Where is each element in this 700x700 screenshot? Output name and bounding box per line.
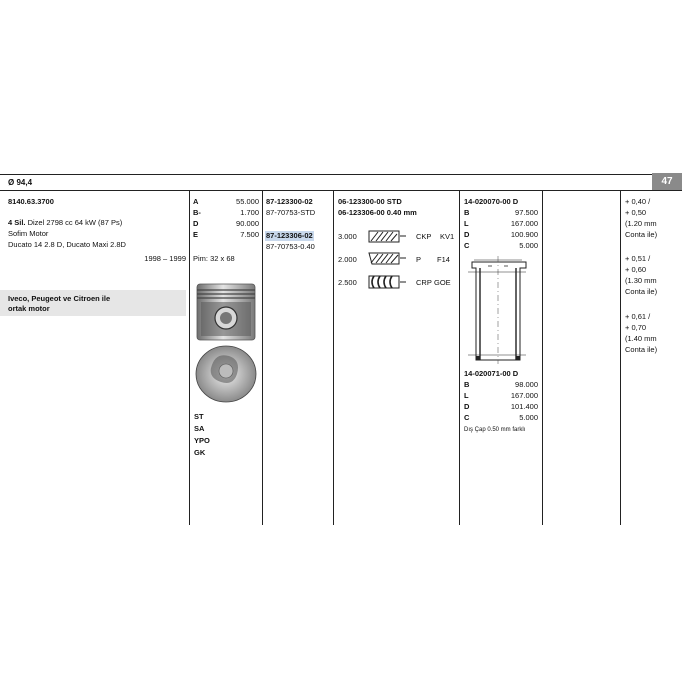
ring-size: 2.500 xyxy=(338,278,357,287)
compression-ring-icon xyxy=(366,229,408,245)
dim-key: L xyxy=(464,391,469,400)
ring-size: 2.000 xyxy=(338,255,357,264)
oversize-line: + 0,50 xyxy=(625,208,647,217)
column-divider xyxy=(542,190,543,525)
column-divider xyxy=(333,190,334,525)
column-divider xyxy=(189,190,190,525)
dim-key: D xyxy=(193,219,199,228)
dim-value: 98.000 xyxy=(515,380,538,389)
dim-value: 5.000 xyxy=(519,241,538,250)
piston-code: SA xyxy=(194,424,205,433)
dim-key: D xyxy=(464,230,470,239)
liner-dim-row xyxy=(464,380,538,390)
oversize-line: + 0,60 xyxy=(625,265,647,274)
dim-value: 90.000 xyxy=(236,219,259,228)
dim-value: 55.000 xyxy=(236,197,259,206)
liner-dim-row xyxy=(464,219,538,229)
ring-type: CRP xyxy=(416,278,432,287)
dim-key: D xyxy=(464,402,470,411)
shared-engine-note-line1: Iveco, Peugeot ve Citroen ile xyxy=(8,294,111,303)
liner-dim-row xyxy=(464,241,538,251)
liner-dim-row xyxy=(464,391,538,401)
piston-dim-row xyxy=(193,208,259,218)
piston-image xyxy=(193,282,259,404)
bore-size-title: Ø 94,4 xyxy=(8,178,33,187)
oil-ring-icon xyxy=(366,273,408,291)
ring-code: KV1 xyxy=(440,232,455,241)
dim-value: 1.700 xyxy=(240,208,259,217)
oversize-line: (1.20 mm xyxy=(625,219,657,228)
dim-value: 97.500 xyxy=(515,208,538,217)
liner-dim-row xyxy=(464,230,538,240)
engine-years: 1998 – 1999 xyxy=(144,254,186,263)
ring-code: GOE xyxy=(434,278,451,287)
dim-key: B xyxy=(464,208,470,217)
dim-key: B xyxy=(464,380,470,389)
ring-type: CKP xyxy=(416,232,432,241)
liner-dim-row xyxy=(464,402,538,412)
piston-pin-part-oversize: 87-70753-0.40 xyxy=(266,242,315,251)
ring-set-std: 06-123300-00 STD xyxy=(338,197,402,206)
column-divider xyxy=(262,190,263,525)
column-divider xyxy=(459,190,460,525)
oversize-line: + 0,61 / xyxy=(625,312,651,321)
cylinder-count: 4 Sil. xyxy=(8,218,26,227)
oversize-line: + 0,70 xyxy=(625,323,647,332)
scraper-ring-icon xyxy=(366,250,408,268)
oversize-line: (1.40 mm xyxy=(625,334,657,343)
dim-key: C xyxy=(464,241,470,250)
page-number-tab: 47 xyxy=(652,173,682,190)
oversize-line: Conta ile) xyxy=(625,345,658,354)
dim-value: 101.400 xyxy=(510,402,538,411)
oversize-line: + 0,40 / xyxy=(625,197,651,206)
engine-maker: Sofim Motor xyxy=(8,229,49,238)
dim-key: L xyxy=(464,219,469,228)
piston-part-std: 87-123300-02 xyxy=(266,197,313,206)
dim-key: C xyxy=(464,413,470,422)
oversize-line: Conta ile) xyxy=(625,230,658,239)
dim-key: A xyxy=(193,197,199,206)
ring-code: F14 xyxy=(437,255,450,264)
piston-code: ST xyxy=(194,412,204,421)
ring-type: P xyxy=(416,255,422,264)
piston-pin-size: Pim: 32 x 68 xyxy=(193,254,235,263)
engine-vehicles: Ducato 14 2.8 D, Ducato Maxi 2.8D xyxy=(8,240,126,249)
piston-dim-row xyxy=(193,197,259,207)
oversize-line: Conta ile) xyxy=(625,287,658,296)
piston-part-oversize-highlighted: 87-123306-02 xyxy=(266,231,313,240)
liner-part-oversize: 14-020071-00 D xyxy=(464,369,519,378)
engine-code: 8140.63.3700 xyxy=(8,197,54,206)
ring-set-oversize: 06-123306-00 0.40 mm xyxy=(338,208,417,217)
liner-part-std: 14-020070-00 D xyxy=(464,197,519,206)
dim-key: E xyxy=(193,230,199,239)
column-divider xyxy=(620,190,621,525)
dim-value: 7.500 xyxy=(240,230,259,239)
liner-dim-row xyxy=(464,413,538,423)
header-divider xyxy=(0,190,682,191)
oversize-line: + 0,51 / xyxy=(625,254,651,263)
dim-value: 100.900 xyxy=(510,230,538,239)
piston-pin-part-std: 87-70753-STD xyxy=(266,208,316,217)
oversize-line: (1.30 mm xyxy=(625,276,657,285)
dim-value: 167.000 xyxy=(510,391,538,400)
liner-dim-row xyxy=(464,208,538,218)
piston-dim-row xyxy=(193,230,259,240)
piston-dim-row xyxy=(193,219,259,229)
piston-code: GK xyxy=(194,448,206,457)
piston-code: YPO xyxy=(194,436,210,445)
liner-outer-diameter-note: Dış Çap 0.50 mm farklı xyxy=(464,427,526,433)
engine-spec-line xyxy=(8,218,122,228)
shared-engine-note-line2: ortak motor xyxy=(8,304,50,313)
dim-value: 5.000 xyxy=(519,413,538,422)
section-header-bar xyxy=(0,174,652,191)
cylinder-liner-drawing xyxy=(466,256,540,364)
ring-size: 3.000 xyxy=(338,232,357,241)
dim-key: B- xyxy=(193,208,201,217)
engine-spec-rest: Dizel 2798 cc 64 kW (87 Ps) xyxy=(25,218,123,227)
dim-value: 167.000 xyxy=(510,219,538,228)
